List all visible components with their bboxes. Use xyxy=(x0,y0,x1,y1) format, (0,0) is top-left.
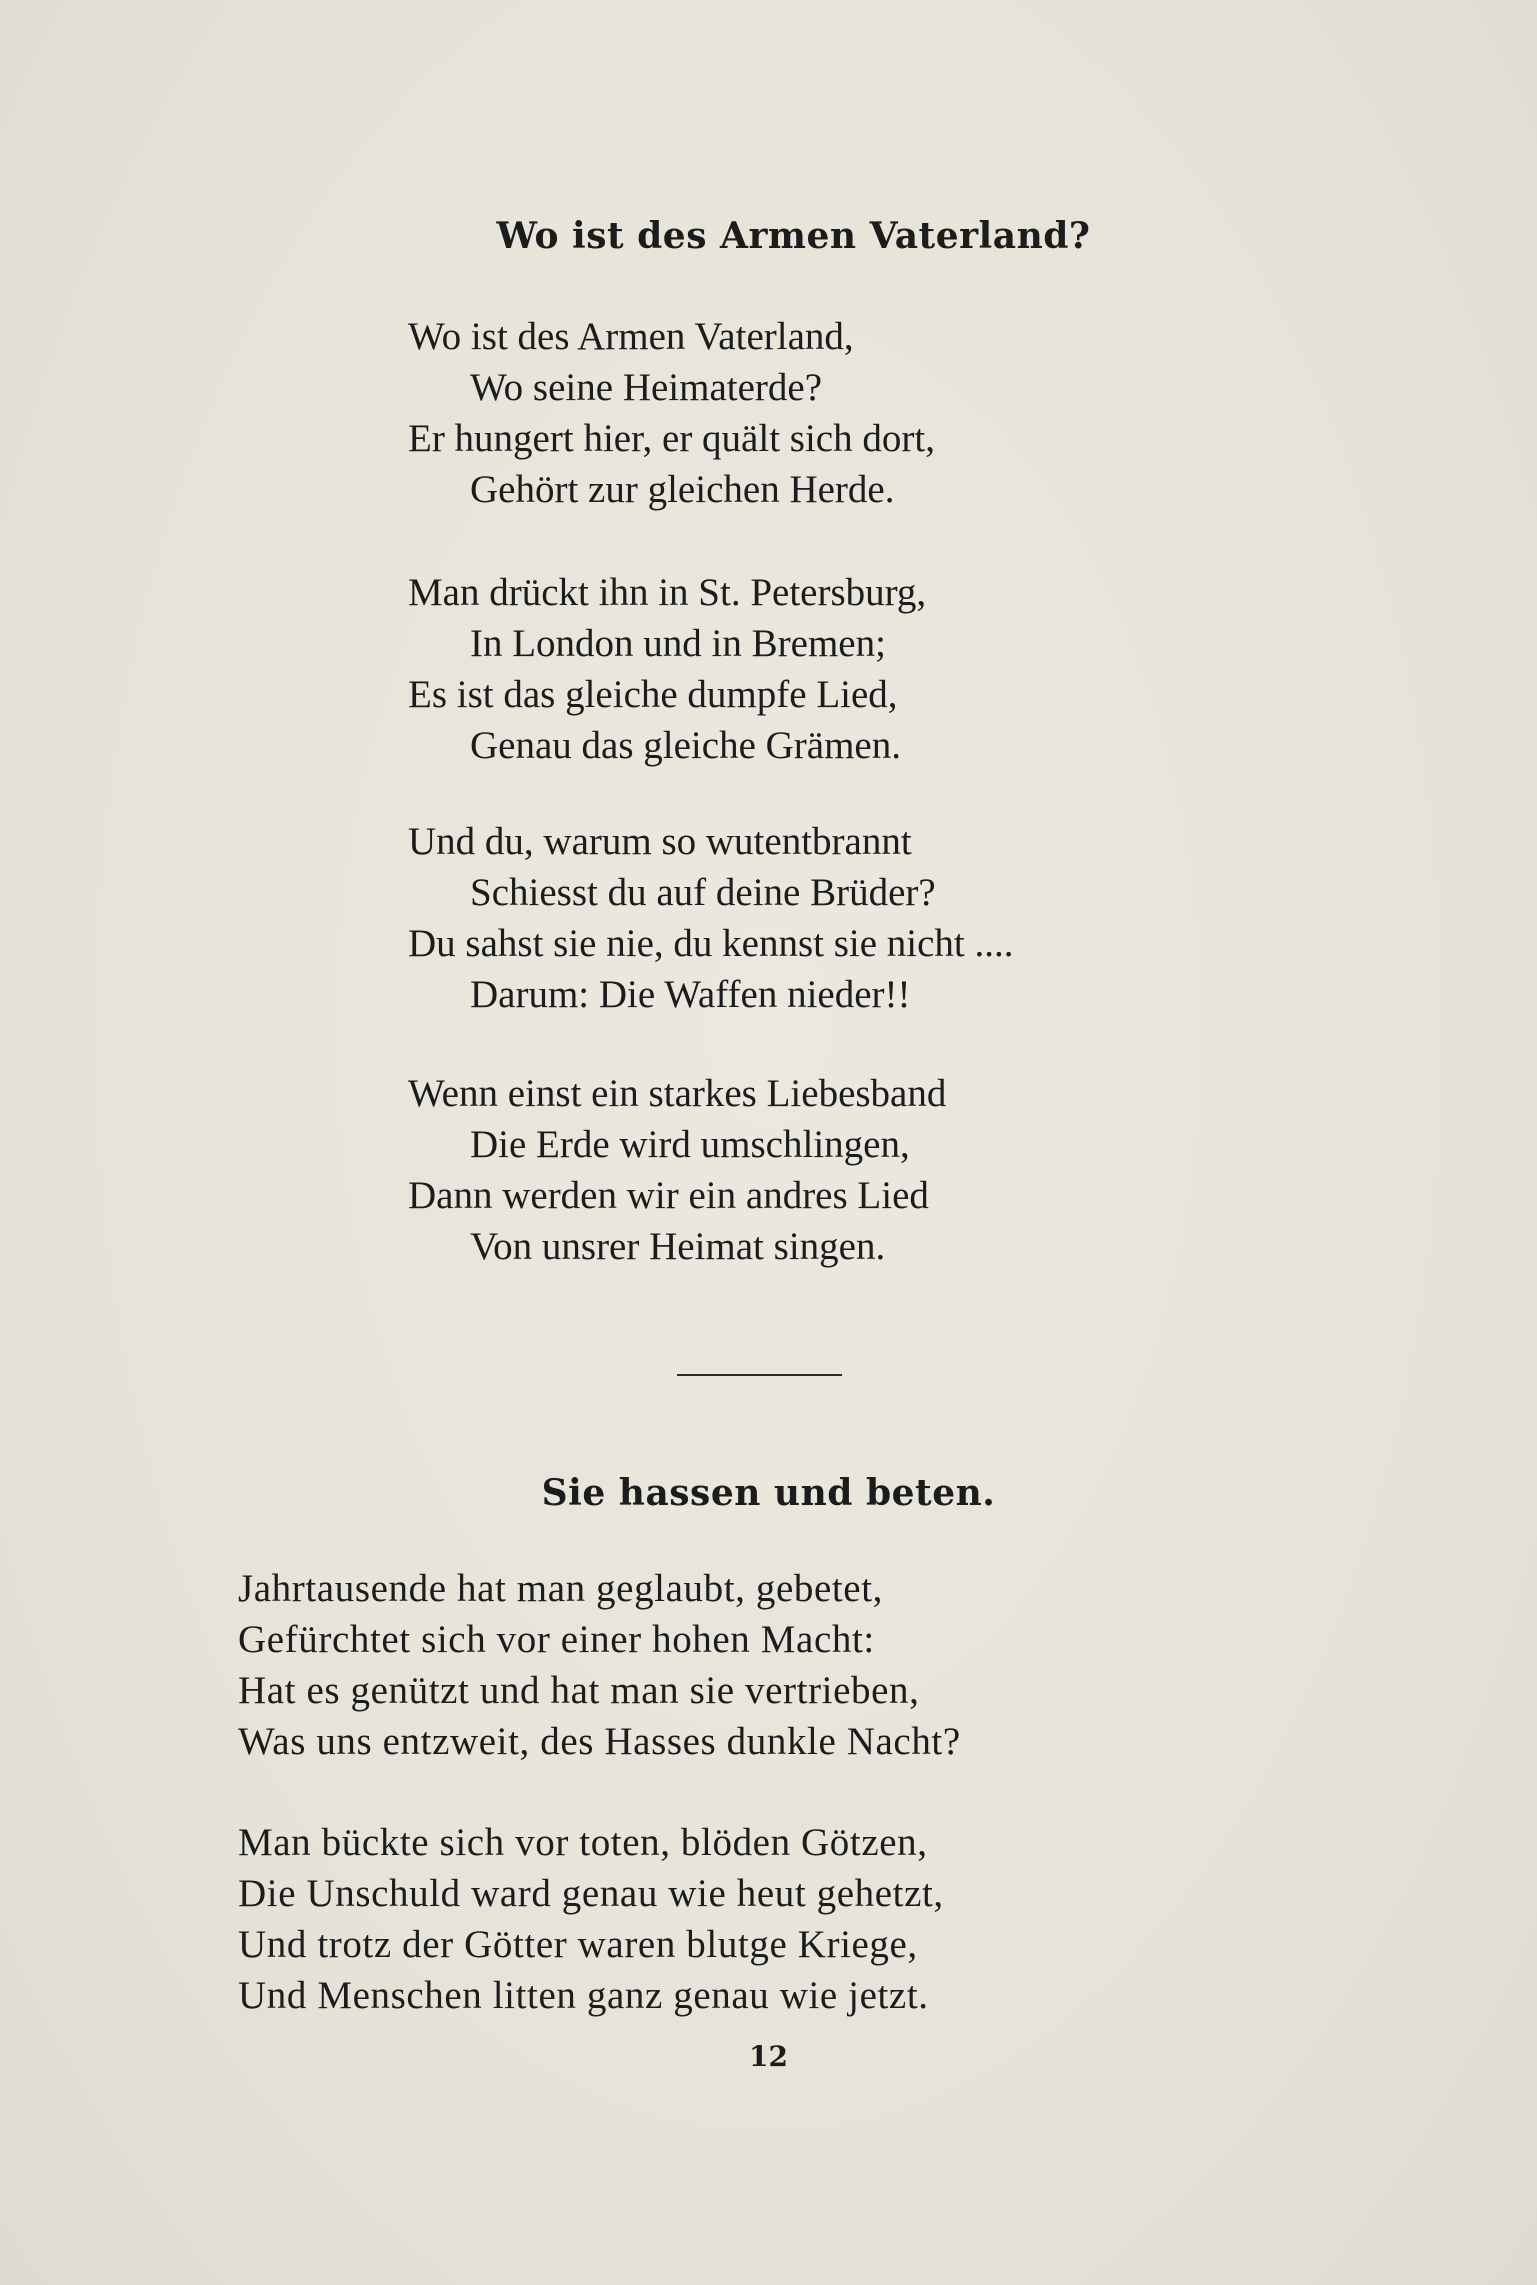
verse-line: Die Erde wird umschlingen, xyxy=(470,1123,910,1166)
stanza xyxy=(238,1817,944,2021)
verse-line: Und trotz der Götter waren blutge Kriege, xyxy=(238,1923,918,1966)
verse-line: Wo ist des Armen Vaterland, xyxy=(408,315,854,358)
verse-line: Und Menschen litten ganz genau wie jetzt. xyxy=(238,1974,929,2017)
verse-line: Man bückte sich vor toten, blöden Götzen, xyxy=(238,1821,928,1864)
verse-line: Darum: Die Waffen nieder!! xyxy=(470,973,911,1016)
verse-line: Was uns entzweit, des Hasses dunkle Nacht? xyxy=(238,1720,961,1763)
verse-line: Gefürchtet sich vor einer hohen Macht: xyxy=(238,1618,875,1661)
stanza xyxy=(408,311,935,515)
verse-line: Genau das gleiche Grämen. xyxy=(470,724,901,767)
verse-line: Gehört zur gleichen Herde. xyxy=(470,468,895,511)
verse-line: Man drückt ihn in St. Petersburg, xyxy=(408,571,927,614)
verse-line: Dann werden wir ein andres Lied xyxy=(408,1174,929,1217)
verse-line: Schiesst du auf deine Brüder? xyxy=(470,871,936,914)
section-divider xyxy=(677,1374,842,1376)
verse-line: Du sahst sie nie, du kennst sie nicht .... xyxy=(408,922,1014,965)
stanza xyxy=(238,1563,961,1767)
poem-title: Sie hassen und beten. xyxy=(541,1472,996,1514)
verse-line: Von unsrer Heimat singen. xyxy=(470,1225,886,1268)
verse-line: Er hungert hier, er quält sich dort, xyxy=(408,417,935,460)
verse-line: Und du, warum so wutentbrannt xyxy=(408,820,912,863)
stanza xyxy=(408,816,1014,1020)
verse-line: Es ist das gleiche dumpfe Lied, xyxy=(408,673,898,716)
verse-line: Die Unschuld ward genau wie heut gehetzt, xyxy=(238,1872,944,1915)
verse-line: Jahrtausende hat man geglaubt, gebetet, xyxy=(238,1567,884,1610)
verse-line: Hat es genützt und hat man sie vertrieben, xyxy=(238,1669,920,1712)
verse-line: Wenn einst ein starkes Liebesband xyxy=(408,1072,947,1115)
poem-title: Wo ist des Armen Vaterland? xyxy=(496,215,1091,257)
verse-line: Wo seine Heimaterde? xyxy=(470,366,823,409)
page-number: 12 xyxy=(749,2040,788,2073)
stanza xyxy=(408,567,926,771)
verse-line: In London und in Bremen; xyxy=(470,622,886,665)
stanza xyxy=(408,1068,946,1272)
